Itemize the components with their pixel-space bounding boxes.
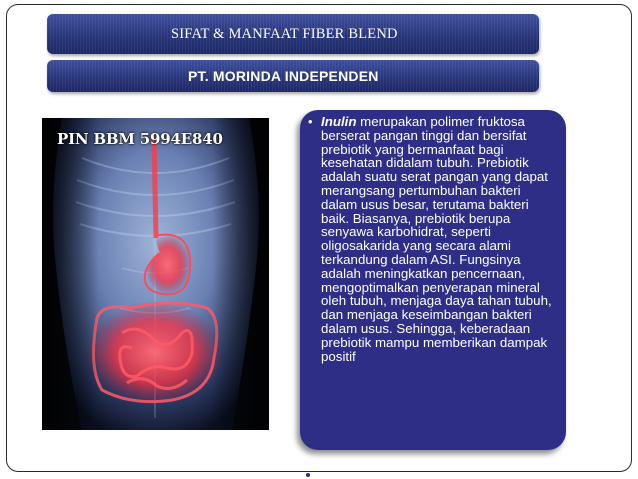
digestive-system-image [42, 118, 269, 430]
subtitle-banner [47, 60, 539, 92]
slide-title: SIFAT & MANFAAT FIBER BLEND [171, 25, 398, 42]
bullet-marker: • [308, 114, 313, 129]
term-description: merupakan polimer fruktosa berserat pangan tinggi dan bersifat prebiotik yang bermanfaat bagi kesehatan didalam tubuh. Prebiotik adalah suatu serat pangan yang dapat merangsang pertumbuhan bakteri dalam usus besar, terutama bakteri baik. Biasanya, prebiotik berupa senyawa karbohidrat, seperti oligosakarida yang secara alami terkandung dalam ASI. Fungsinya adalah meningkatkan pencernaan, mengoptimalkan penyerapan mineral oleh tubuh, menjaga daya tahan tubuh, dan menjaga keseimbangan bakteri dalam usus. Sehingga, keberadaan prebiotik mampu memberikan dampak positif [321, 114, 552, 364]
title-banner [47, 14, 539, 54]
term-inulin: Inulin [321, 114, 357, 129]
slide-marker-dot [306, 473, 310, 477]
torso-illustration [42, 118, 269, 430]
bullet-item [308, 115, 558, 363]
description-panel [300, 110, 566, 450]
slide-subtitle: PT. MORINDA INDEPENDEN [188, 68, 379, 84]
bullet-text [321, 115, 558, 363]
pin-bbm-watermark: PIN BBM 5994E840 [57, 130, 223, 148]
